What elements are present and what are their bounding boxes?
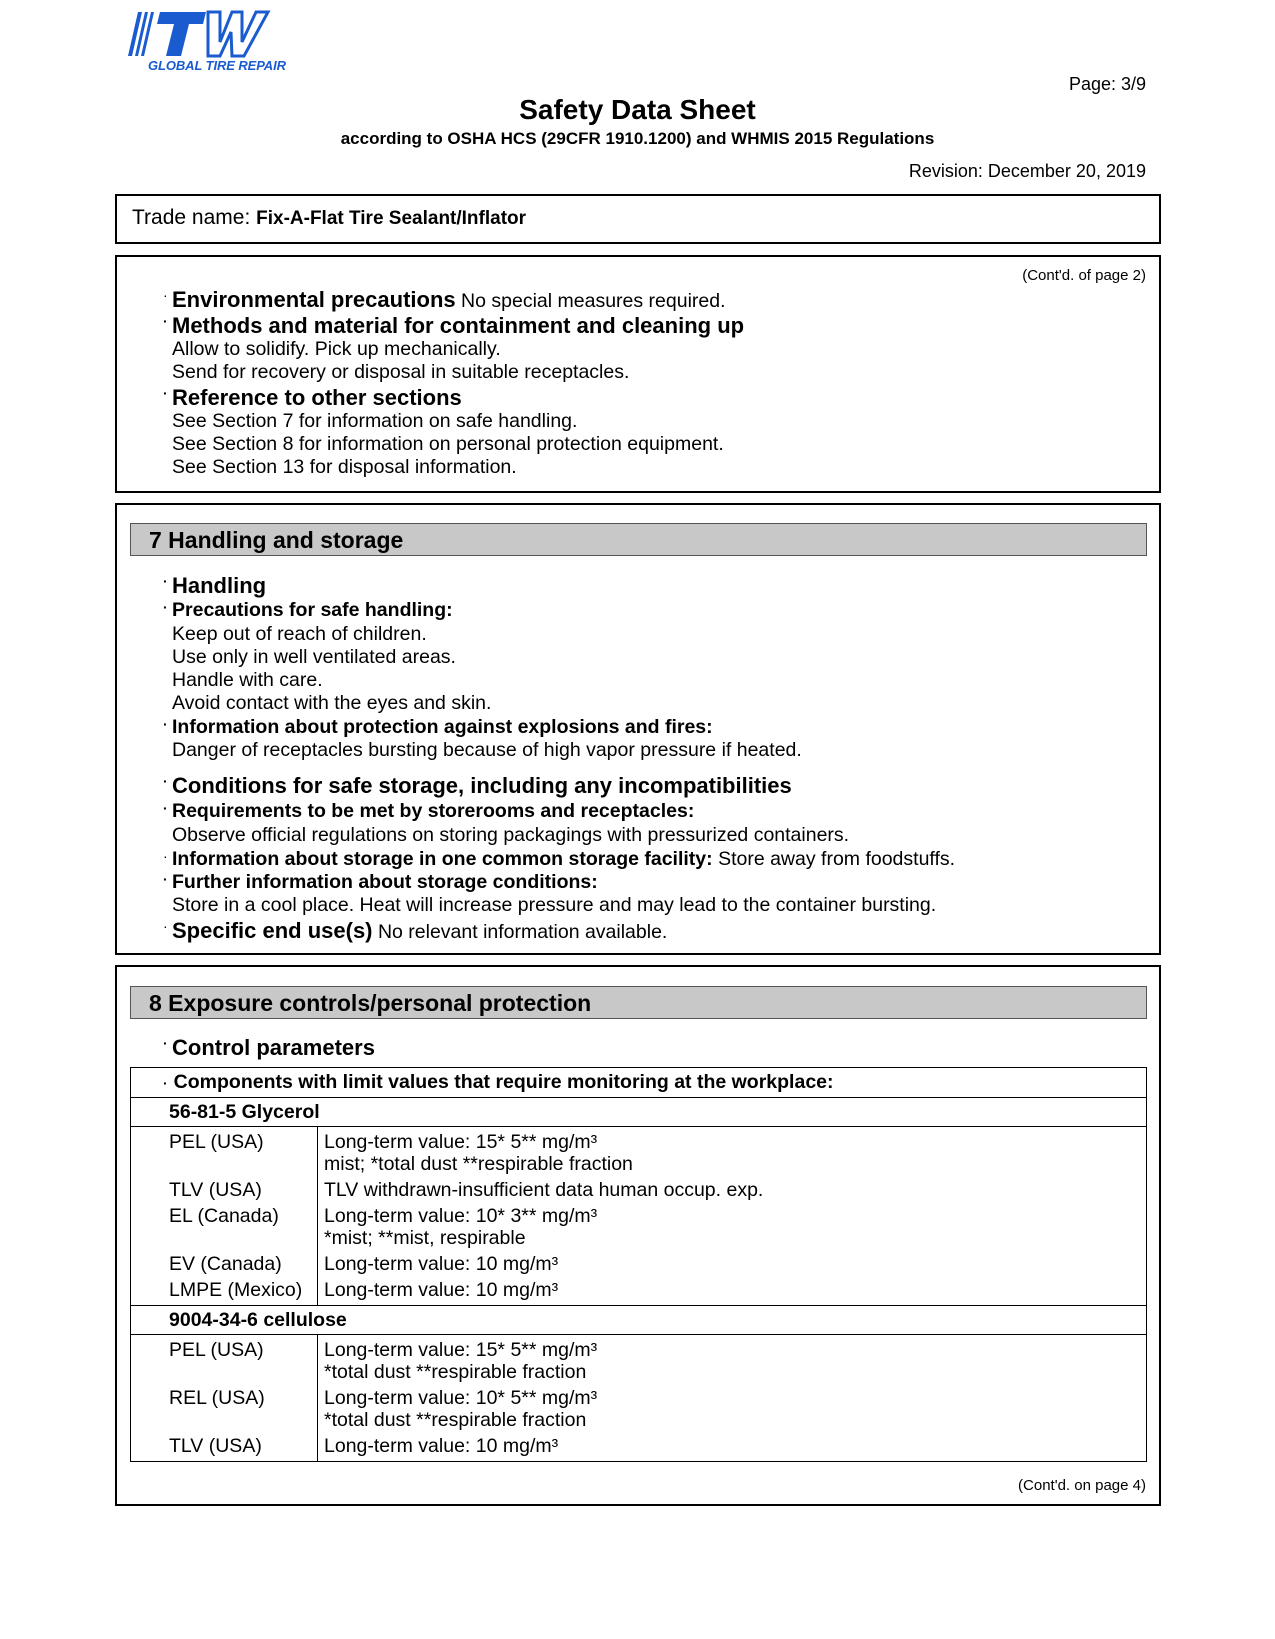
limit-type: EL (Canada) [131,1201,318,1249]
exposure-limits-table [130,1067,1147,1462]
methods-line: Send for recovery or disposal in suitable receptacles. [172,361,630,383]
document-title: Safety Data Sheet [519,94,756,125]
limit-type: LMPE (Mexico) [131,1275,318,1306]
section-8 [115,965,1161,1506]
continued-note: (Cont'd. of page 2) [1022,267,1146,284]
precaution-line: Avoid contact with the eyes and skin. [172,692,492,714]
precaution-line: Use only in well ventilated areas. [172,646,456,668]
limit-value: Long-term value: 10 mg/m³ [324,1253,559,1275]
limit-value: Long-term value: 10 mg/m³ [324,1435,559,1457]
table-row [131,1201,1147,1249]
trade-name-value: Fix-A-Flat Tire Sealant/Inflator [256,208,527,229]
continued-note: (Cont'd. on page 4) [1018,1477,1146,1494]
reference-heading: · Reference to other sections [163,385,462,410]
env-text: No special measures required. [461,290,726,312]
control-parameters-heading: · Control parameters [163,1035,375,1060]
table-row [131,1175,1147,1201]
limit-value: Long-term value: 10 mg/m³ [324,1279,559,1301]
common-storage: · Information about storage in one common storage facility: Store away from foodstuffs. [163,848,956,870]
env-precautions: · Environmental precautions No special measures required. [163,287,726,312]
limit-value: Long-term value: 10* 5** mg/m³ [324,1387,598,1409]
page-number: Page: 3/9 [1068,74,1146,94]
limit-value: *total dust **respirable fraction [324,1409,587,1431]
env-heading: Environmental precautions [172,287,456,312]
limit-type: TLV (USA) [131,1431,318,1462]
table-row [131,1431,1147,1462]
trade-name-box [115,194,1161,244]
reference-line: See Section 8 for information on personal protection equipment. [172,433,724,455]
handling-heading: · Handling [163,573,267,598]
reference-line: See Section 7 for information on safe handling. [172,410,578,432]
limit-type: PEL (USA) [131,1335,318,1384]
trade-name-label: Trade name: [132,206,251,229]
limit-type: PEL (USA) [131,1127,318,1176]
limit-value: mist; *total dust **respirable fraction [324,1153,633,1175]
precaution-line: Keep out of reach of children. [172,623,427,645]
precaution-line: Handle with care. [172,669,323,691]
methods-heading: · Methods and material for containment and cleaning up [163,313,745,338]
table-row [131,1275,1147,1306]
substance-name: 9004-34-6 cellulose [131,1306,1147,1335]
requirements-text: Observe official regulations on storing packagings with pressurized containers. [172,824,850,846]
revision-date: Revision: December 20, 2019 [908,161,1146,181]
document-subtitle: according to OSHA HCS (29CFR 1910.1200) and WHMIS 2015 Regulations [340,129,935,148]
substance-name: 56-81-5 Glycerol [131,1098,1147,1127]
precautions-heading: · Precautions for safe handling: [163,599,453,621]
further-text: Store in a cool place. Heat will increase pressure and may lead to the container bursting. [172,894,937,916]
table-row [131,1127,1147,1176]
limit-value: Long-term value: 15* 5** mg/m³ [324,1339,598,1361]
explosion-heading: · Information about protection against explosions and fires: [163,716,713,738]
further-heading: · Further information about storage conditions: [163,871,598,893]
requirements-heading: · Requirements to be met by storerooms and receptacles: [163,800,695,822]
components-heading: · Components with limit values that require monitoring at the workplace: [131,1068,1147,1098]
limit-value: *mist; **mist, respirable [324,1227,526,1249]
conditions-heading: · Conditions for safe storage, including any incompatibilities [163,773,792,798]
section-6-continued [115,255,1161,493]
limit-type: TLV (USA) [131,1175,318,1201]
limit-value: *total dust **respirable fraction [324,1361,587,1383]
limit-type: REL (USA) [131,1383,318,1431]
table-row [131,1383,1147,1431]
section-8-title: 8 Exposure controls/personal protection [130,986,1147,1019]
section-7 [115,503,1161,955]
itw-logo [128,6,288,76]
svg-text:GLOBAL TIRE REPAIR: GLOBAL TIRE REPAIR [148,58,286,73]
section-7-title: 7 Handling and storage [130,523,1147,556]
specific-end-use: · Specific end use(s) No relevant information available. [163,918,668,943]
methods-line: Allow to solidify. Pick up mechanically. [172,338,501,360]
limit-type: EV (Canada) [131,1249,318,1275]
reference-line: See Section 13 for disposal information. [172,456,517,478]
explosion-text: Danger of receptacles bursting because of high vapor pressure if heated. [172,739,802,761]
limit-value: TLV withdrawn-insufficient data human occup. exp. [324,1179,764,1201]
limit-value: Long-term value: 10* 3** mg/m³ [324,1205,598,1227]
table-row [131,1249,1147,1275]
trade-name [132,206,526,230]
limit-value: Long-term value: 15* 5** mg/m³ [324,1131,598,1153]
table-row [131,1335,1147,1384]
